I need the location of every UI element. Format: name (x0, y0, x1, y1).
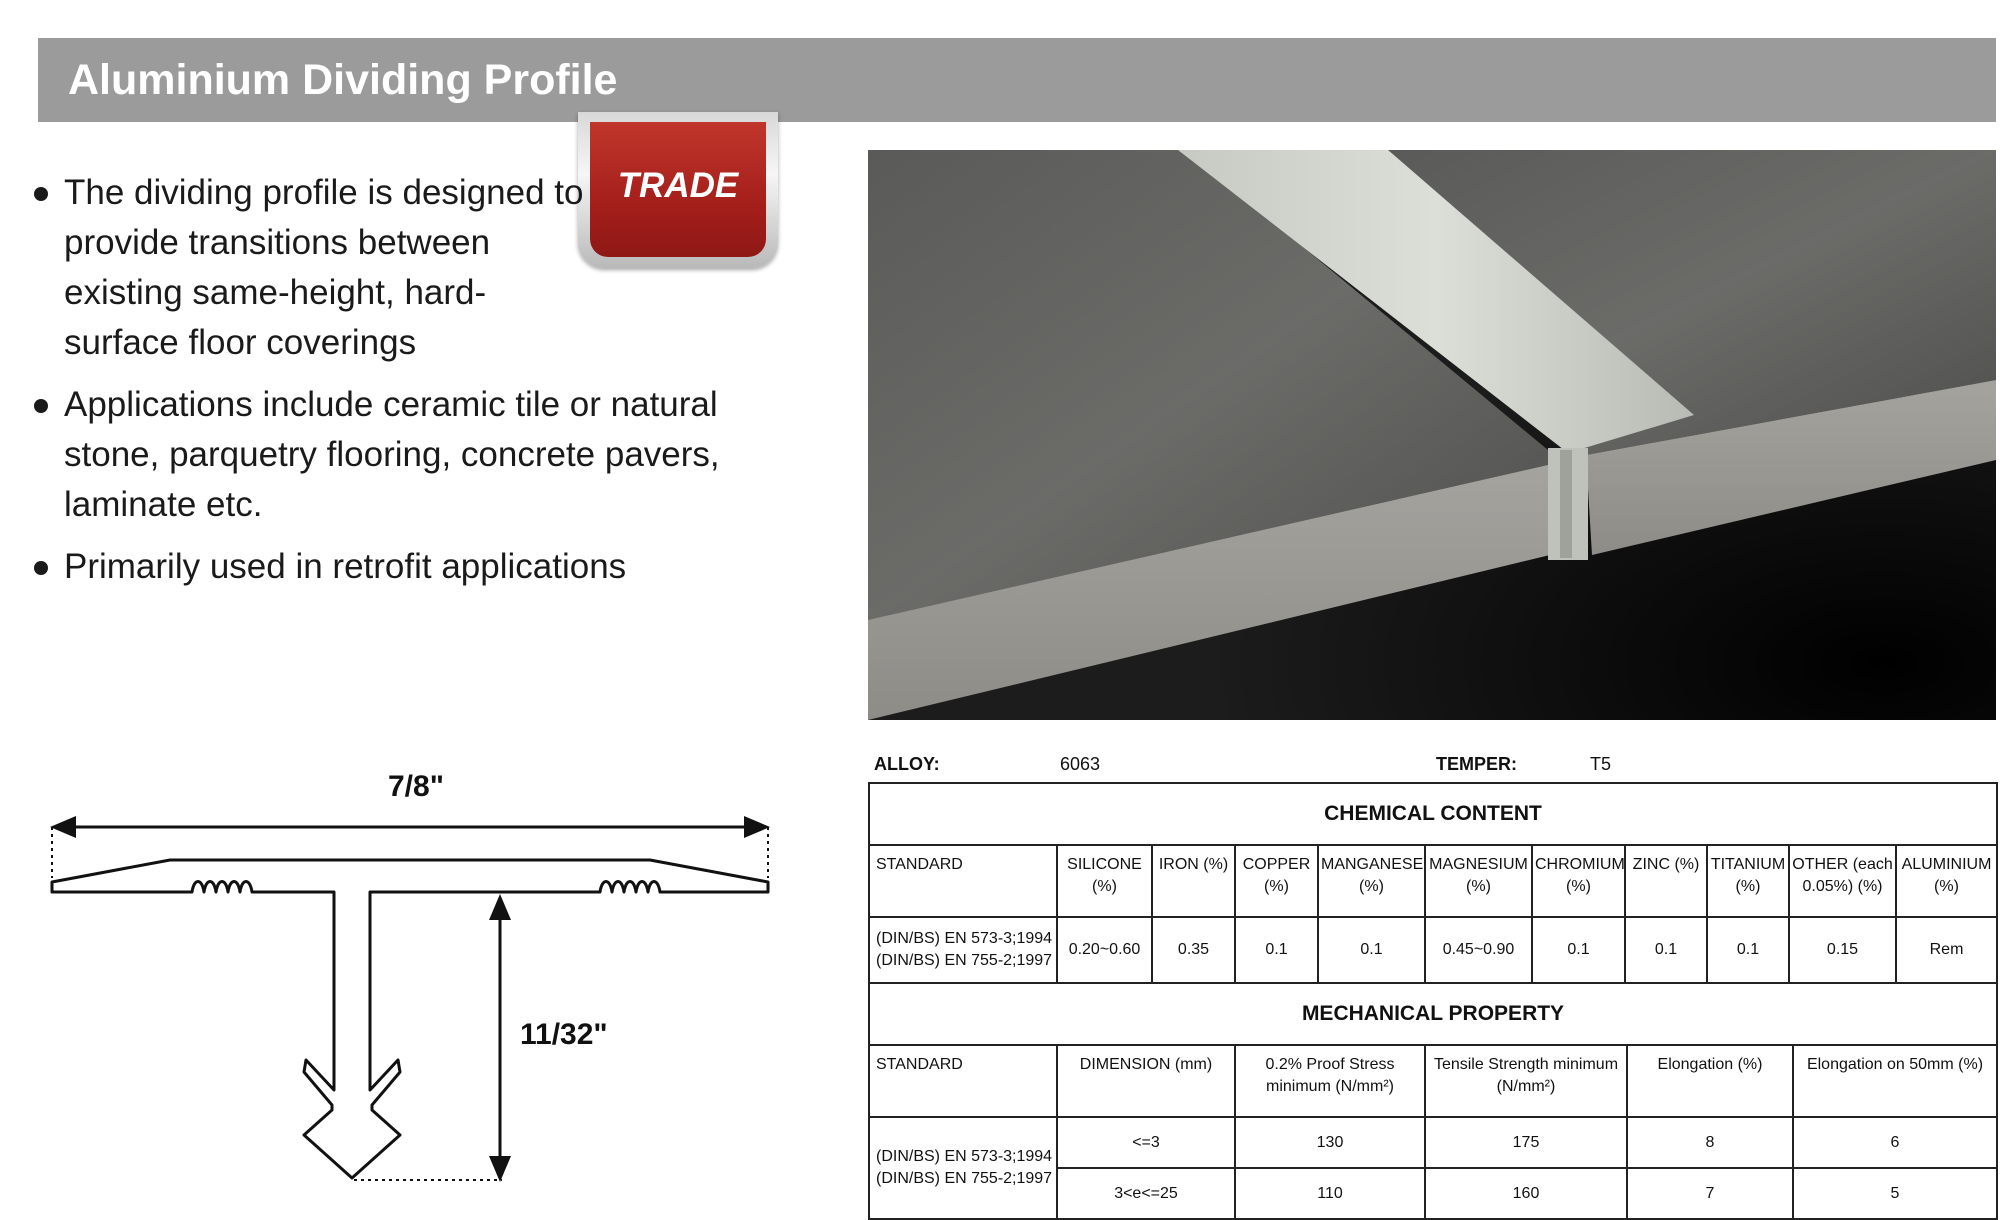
feature-item: Primarily used in retrofit applications (30, 542, 790, 592)
column-header: IRON (%) (1152, 845, 1235, 917)
column-header: TITANIUM (%) (1707, 845, 1789, 917)
table-cell: 0.1 (1625, 917, 1707, 983)
standard-header: STANDARD (869, 1045, 1057, 1117)
table-cell: 0.15 (1789, 917, 1896, 983)
column-header: OTHER (each 0.05%) (%) (1789, 845, 1896, 917)
temper-label: TEMPER: (1436, 754, 1517, 774)
bullet-icon (34, 399, 48, 413)
feature-item: Applications include ceramic tile or natural stone, parquetry flooring, concrete pavers, laminate etc. (30, 380, 790, 530)
width-label: 7/8" (388, 770, 444, 803)
column-header: 0.2% Proof Stress minimum (N/mm²) (1235, 1045, 1425, 1117)
table-row (869, 917, 1997, 983)
column-header: COPPER (%) (1235, 845, 1318, 917)
mechanical-title: MECHANICAL PROPERTY (869, 983, 1997, 1045)
standard-header: STANDARD (869, 845, 1057, 917)
table-cell: 160 (1425, 1168, 1627, 1219)
product-photo (868, 150, 1996, 720)
table-row (869, 1117, 1997, 1168)
feature-list (30, 168, 790, 604)
table-cell: 130 (1235, 1117, 1425, 1168)
height-label: 11/32" (520, 1018, 608, 1051)
table-cell: 175 (1425, 1117, 1627, 1168)
table-cell: 0.20~0.60 (1057, 917, 1152, 983)
table-cell: 6 (1793, 1117, 1997, 1168)
badge-label: TRADE (617, 166, 739, 205)
feature-item: The dividing profile is designed to provide transitions between existing same-height, hard-surface floor coverings (30, 168, 584, 368)
alloy-label: ALLOY: (874, 754, 940, 774)
mechanical-table (868, 982, 1998, 1220)
table-cell: 0.45~0.90 (1425, 917, 1532, 983)
page-title: Aluminium Dividing Profile (68, 56, 618, 104)
temper-value: T5 (1590, 754, 1612, 774)
spec-section (868, 750, 1996, 1220)
title-banner (38, 38, 1996, 122)
column-header: ALUMINIUM (%) (1896, 845, 1997, 917)
column-header: ZINC (%) (1625, 845, 1707, 917)
table-cell: 0.1 (1707, 917, 1789, 983)
table-cell: 7 (1627, 1168, 1793, 1219)
table-cell: 110 (1235, 1168, 1425, 1219)
table-cell: 0.1 (1532, 917, 1625, 983)
column-header: DIMENSION (mm) (1057, 1045, 1235, 1117)
bullet-icon (34, 187, 48, 201)
column-header: MANGANESE (%) (1318, 845, 1425, 917)
alloy-row (868, 750, 1996, 782)
profile-outline (52, 860, 768, 1178)
standard-cell: (DIN/BS) EN 573-3;1994 (DIN/BS) EN 755-2;1997 (869, 1117, 1057, 1219)
profile-diagram (40, 760, 780, 1190)
column-header: CHROMIUM (%) (1532, 845, 1625, 917)
table-cell: <=3 (1057, 1117, 1235, 1168)
bullet-icon (34, 561, 48, 575)
table-cell: 3<e<=25 (1057, 1168, 1235, 1219)
column-header: SILICONE (%) (1057, 845, 1152, 917)
table-cell: 0.35 (1152, 917, 1235, 983)
column-header: Elongation (%) (1627, 1045, 1793, 1117)
alloy-value: 6063 (1060, 754, 1101, 774)
table-cell: 8 (1627, 1117, 1793, 1168)
table-cell: 0.1 (1235, 917, 1318, 983)
table-cell: 5 (1793, 1168, 1997, 1219)
column-header: MAGNESIUM (%) (1425, 845, 1532, 917)
column-header: Elongation on 50mm (%) (1793, 1045, 1997, 1117)
chemical-table (868, 782, 1998, 984)
table-cell: Rem (1896, 917, 1997, 983)
table-cell: 0.1 (1318, 917, 1425, 983)
photo-illustration (868, 150, 1996, 720)
profile-drawing (40, 760, 780, 1190)
column-header: Tensile Strength minimum (N/mm²) (1425, 1045, 1627, 1117)
chemical-title: CHEMICAL CONTENT (869, 783, 1997, 845)
standard-cell: (DIN/BS) EN 573-3;1994 (DIN/BS) EN 755-2;1997 (869, 917, 1057, 983)
